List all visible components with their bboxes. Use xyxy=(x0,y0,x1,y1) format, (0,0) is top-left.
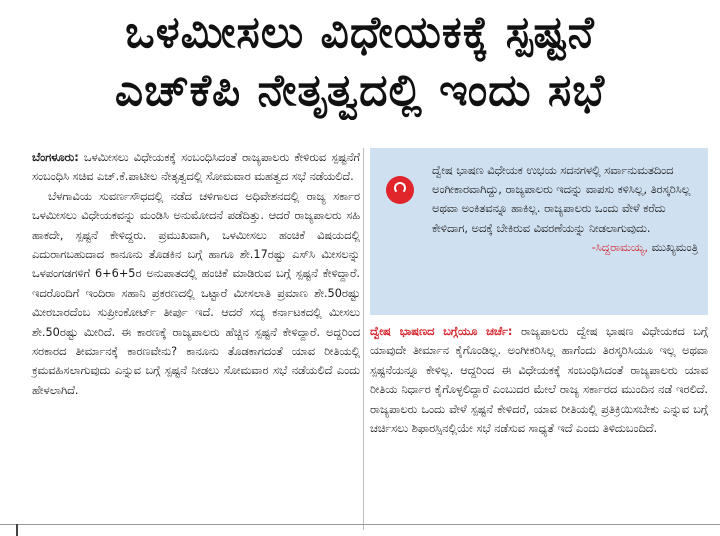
article-left-column xyxy=(32,148,360,400)
bottom-divider xyxy=(0,524,720,525)
dateline: ಬೆಂಗಳೂರು: xyxy=(32,151,79,164)
article-paragraph-1 xyxy=(32,148,360,187)
paragraph-1-text: ಒಳಮೀಸಲು ವಿಧೇಯಕಕ್ಕೆ ಸಂಬಂಧಿಸಿದಂತೆ ರಾಜ್ಯಪಾಲರು ಕೇಳಿರುವ ಸ್ಪಷ್ಟನೆಗೆ ಸಂಬಂಧಿಸಿ ಸಚಿವ ಎಚ್.ಕೆ.ಪಾಟೀಲ ನೇತೃತ್ವದಲ್ಲಿ ಸೋಮವಾರ ಮಹತ್ವದ ಸಭೆ ನಡೆಯಲಿದೆ. xyxy=(32,151,360,184)
headline-line-2: ಎಚ್‌ಕೆಪಿ ನೇತೃತ್ವದಲ್ಲಿ ಇಂದು ಸಭೆ xyxy=(114,65,606,116)
column-divider xyxy=(363,148,364,530)
headline xyxy=(6,4,714,120)
article-paragraph-3 xyxy=(370,322,708,438)
quote-text-block xyxy=(432,161,698,257)
quote-box xyxy=(370,148,708,315)
quote-mark-icon xyxy=(386,176,414,204)
quote-designation: ಮುಖ್ಯಮಂತ್ರಿ xyxy=(651,240,698,254)
quote-attribution xyxy=(432,238,698,257)
headline-line-1: ಒಳಮೀಸಲು ವಿಧೇಯಕಕ್ಕೆ ಸ್ಪಷ್ಟನೆ xyxy=(125,7,595,58)
subheading: ದ್ವೇಷ ಭಾಷಣದ ಬಗ್ಗೆಯೂ ಚರ್ಚೆ: xyxy=(370,325,513,338)
paragraph-3-text: ರಾಜ್ಯಪಾಲರು ದ್ವೇಷ ಭಾಷಣ ವಿಧೇಯಕದ ಬಗ್ಗೆ ಯಾವುದೇ ತೀರ್ಮಾನ ಕೈಗೊಂಡಿಲ್ಲ. ಅಂಗೀಕರಿಸಿಲ್ಲ ಹಾಗೆಂದು ತಿರಸ್ಕರಿಸಿಯೂ ಇಲ್ಲ ಅಥವಾ ಸ್ಪಷ್ಟನೆಯನ್ನೂ ಕೇಳಿಲ್ಲ. ಆದ್ದರಿಂದ ಈ ವಿಧೇಯಕಕ್ಕೆ ಸಂಬಂಧಿಸಿದಂತೆ ರಾಜ್ಯಪಾಲರು ಯಾವ ರೀತಿಯ ನಿರ್ಧಾರ ಕೈಗೊಳ್ಳಲಿದ್ದಾರೆ ಎಂಬುದರ ಮೇಲೆ ರಾಜ್ಯ ಸರ್ಕಾರದ ಮುಂದಿನ ನಡೆ ಇರಲಿದೆ. ರಾಜ್ಯಪಾಲರು ಒಂದು ವೇಳೆ ಸ್ಪಷ್ಟನೆ ಕೇಳಿದರೆ, ಯಾವ ರೀತಿಯಲ್ಲಿ ಪ್ರತಿಕ್ರಿಯಿಸಬೇಕು ಎನ್ನುವ ಬಗ್ಗೆ ಚರ್ಚಿಸಲು ಶಿಫಾರಸ್ಸಿನಲ್ಲಿಯೇ ಸಭೆ ನಡೆಸುವ ಸಾಧ್ಯತೆ ಇದೆ ಎಂದು ತಿಳಿದುಬಂದಿದೆ. xyxy=(370,325,709,436)
quote-author: -ಸಿದ್ದರಾಮಯ್ಯ, xyxy=(591,240,649,254)
page-edge-mark xyxy=(16,524,18,536)
article-paragraph-2: ಬೆಳಗಾವಿಯ ಸುವರ್ಣಸೌಧದಲ್ಲಿ ನಡೆದ ಚಳಿಗಾಲದ ಅಧಿವೇಶನದಲ್ಲಿ ರಾಜ್ಯ ಸರ್ಕಾರ ಒಳಮೀಸಲು ವಿಧೇಯಕವನ್ನು ಮಂಡಿಸಿ ಅನುಮೋದನೆ ಪಡೆದಿತ್ತು. ಆದರೆ ರಾಜ್ಯಪಾಲರು ಸಹಿ ಹಾಕದೇ, ಸ್ಪಷ್ಟನೆ ಕೇಳಿದ್ದರು. ಪ್ರಮುಖವಾಗಿ, ಒಳಮೀಸಲು ಹಂಚಿಕೆ ವಿಷಯದಲ್ಲಿ ಎದುರಾಗಬಹುದಾದ ಕಾನೂನು ತೊಡಕಿನ ಬಗ್ಗೆ ಹಾಗೂ ಶೇ.17ರಷ್ಟು ಎಸ್‌ಸಿ ಮೀಸಲನ್ನು ಒಳಪಂಗಡಗಳಿಗೆ 6+6+5ರ ಅನುಪಾತದಲ್ಲಿ ಹಂಚಿಕೆ ಮಾಡಿರುವ ಬಗ್ಗೆ ಸ್ಪಷ್ಟನೆ ಕೇಳಿದ್ದಾರೆ. ಇದರೊಂದಿಗೆ ಇಂದಿರಾ ಸಹಾನಿ ಪ್ರಕರಣದಲ್ಲಿ ಒಟ್ಟಾರೆ ಮೀಸಲಾತಿ ಪ್ರಮಾಣ ಶೇ.50ರಷ್ಟು ಮೀರಬಾರದೆಂಬ ಸುಪ್ರೀಂಕೋರ್ಟ್ ತೀರ್ಪು ಇದೆ. ಆದರೆ ಸದ್ಯ ಕರ್ನಾಟಕದಲ್ಲಿ ಮೀಸಲು ಶೇ.50ರಷ್ಟು ಮೀರಿದೆ. ಈ ಕಾರಣಕ್ಕೆ ರಾಜ್ಯಪಾಲರು ಹೆಚ್ಚಿನ ಸ್ಪಷ್ಟನೆ ಕೇಳಿದ್ದಾರೆ. ಅದ್ದರಿಂದ ಸರಕಾರದ ತೀರ್ಮಾನಕ್ಕೆ ಕಾರಣವೇನು? ಕಾನೂನು ತೊಡಕಾಗದಂತೆ ಯಾವ ರೀತಿಯಲ್ಲಿ ಕ್ರಮವಹಿಸಲಾಗುವುದು ಎನ್ನುವ ಬಗ್ಗೆ ಸ್ಪಷ್ಟನೆ ನೀಡಲು ಸೋಮವಾರ ಸಭೆ ನಡೆಯಲಿದೆ ಎಂದು ಹೇಳಲಾಗಿದೆ. xyxy=(32,189,360,397)
quote-text: ದ್ವೇಷ ಭಾಷಣ ವಿಧೇಯಕ ಉಭಯ ಸದನಗಳಲ್ಲಿ ಸರ್ವಾನುಮತದಿಂದ ಅಂಗೀಕಾರವಾಗಿದ್ದು, ರಾಜ್ಯಪಾಲರು ಇದನ್ನು ವಾಪಸು ಕಳಿಸಿಲ್ಲ, ತಿರಸ್ಕರಿಸಿಲ್ಲ ಅಥವಾ ಅಂಕಿತವನ್ನೂ ಹಾಕಿಲ್ಲ. ರಾಜ್ಯಪಾಲರು ಒಂದು ವೇಳೆ ಕರೆದು ಕೇಳಿದಾಗ, ಅದಕ್ಕೆ ಬೇಕಿರುವ ವಿವರಣೆಯನ್ನು ನೀಡಲಾಗುವುದು. xyxy=(432,164,691,235)
article-right-column xyxy=(370,322,708,438)
